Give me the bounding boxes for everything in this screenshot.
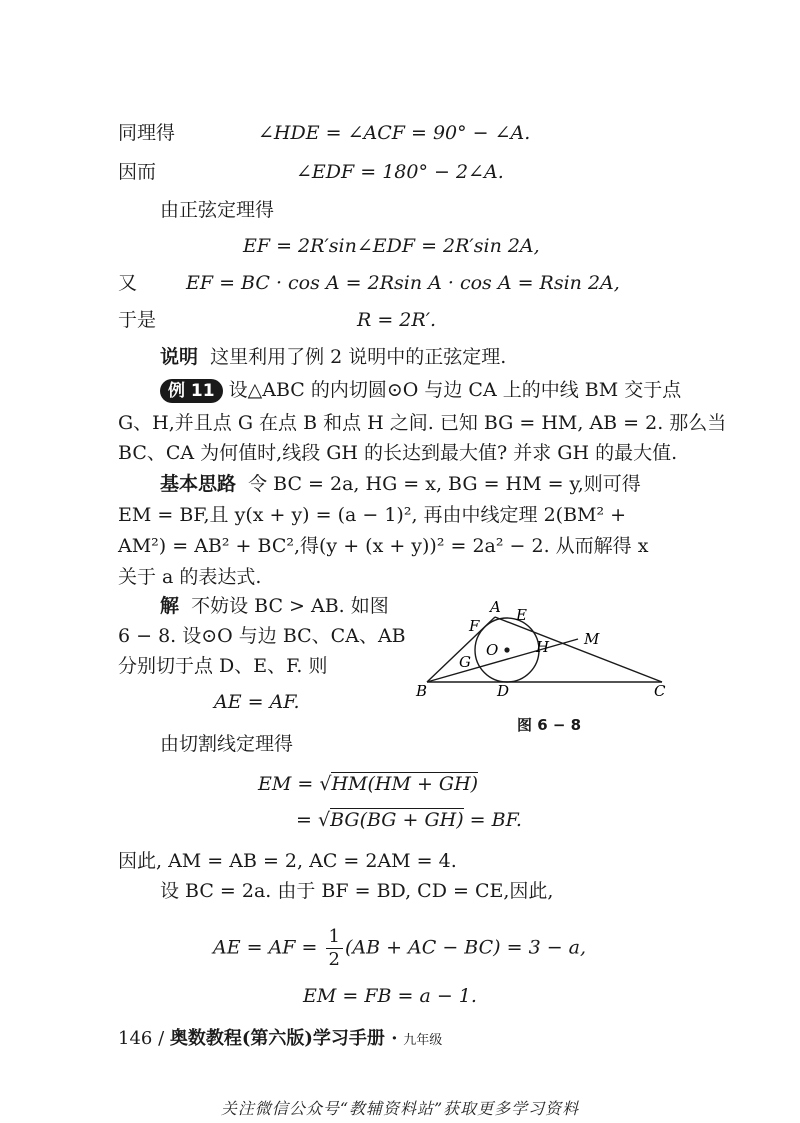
idea-line-4: 关于 a 的表达式. (118, 566, 262, 588)
hence-line: 因此, AM = AB = 2, AC = 2AM = 4. (118, 850, 457, 872)
line-thus: 因而 (118, 161, 157, 183)
eq-hde: ∠HDE = ∠ACF = 90° − ∠A. (258, 122, 531, 144)
example-badge: 例 11 (160, 379, 223, 403)
solution-label: 解 (160, 595, 180, 617)
remark-line (160, 345, 506, 369)
point-label-a: A (490, 598, 501, 616)
solution-text: 不妨设 BC > AB. 如图 (191, 595, 389, 617)
point-label-e: E (516, 606, 527, 624)
center-dot (504, 647, 509, 652)
example-text: 设△ABC 的内切圆⊙O 与边 CA 上的中线 BM 交于点 (228, 379, 682, 401)
eq-ae-left: AE = AF = (213, 936, 324, 959)
let-bc-line: 设 BC = 2a. 由于 BF = BD, CD = CE,因此, (160, 880, 554, 902)
line-label: 同理得 (118, 122, 176, 144)
idea-line (160, 472, 641, 496)
sqrt-radicand-1: HM(HM + GH) (331, 773, 479, 795)
eq-ae-right: (AB + AC − BC) = 3 − a, (344, 936, 587, 959)
idea-text: 令 BC = 2a, HG = x, BG = HM = y,则可得 (248, 473, 641, 495)
example-line-3: BC、CA 为何值时,线段 GH 的长达到最大值? 并求 GH 的最大值. (118, 442, 678, 464)
point-label-o: O (486, 641, 499, 659)
idea-line-2: EM = BF,且 y(x + y) = (a − 1)², 再由中线定理 2(BM² + (118, 504, 627, 526)
grade-label: 九年级 (403, 1033, 443, 1048)
eq-em-left: EM = (258, 773, 320, 795)
fraction-half (326, 926, 343, 971)
side-ac (495, 617, 662, 682)
line-sine-rule: 由正弦定理得 (160, 199, 275, 221)
eq-em-sqrt (258, 772, 478, 796)
line-same-reason (118, 121, 175, 145)
point-label-h: H (536, 638, 550, 656)
sqrt-sign-icon-2: √ (317, 809, 331, 831)
example-line-2: G、H,并且点 G 在点 B 和点 H 之间. 已知 BG = HM, AB = 2. 那么当 (118, 412, 727, 434)
point-label-b: B (416, 682, 428, 700)
page-number: 146 / (118, 1028, 165, 1049)
solution-line-2: 6 − 8. 设⊙O 与边 BC、CA、AB (118, 625, 406, 647)
page-footer (118, 1024, 442, 1050)
eq-edf: ∠EDF = 180° − 2∠A. (296, 161, 504, 183)
eq-bg-sqrt (296, 808, 522, 832)
line-also: 又 (118, 272, 138, 294)
solution-line-3: 分别切于点 D、E、F. 则 (118, 655, 328, 677)
figure-caption: 图 6 − 8 (517, 716, 582, 734)
book-title: 奥数教程(第六版)学习手册 · (169, 1028, 398, 1049)
eq-bf: = BF. (463, 809, 522, 831)
eq-ef-sine: EF = 2R′sin∠EDF = 2R′sin 2A, (243, 235, 540, 257)
remark-text: 这里利用了例 2 说明中的正弦定理. (210, 346, 507, 368)
point-label-g: G (459, 653, 471, 671)
secant-line: 由切割线定理得 (160, 733, 294, 755)
point-label-f: F (469, 617, 480, 635)
sqrt-sign-icon: √ (319, 773, 332, 795)
solution-line (160, 594, 389, 618)
fraction-denominator: 2 (328, 949, 340, 970)
line-therefore: 于是 (118, 309, 157, 331)
point-label-m: M (584, 630, 600, 648)
remark-label: 说明 (160, 346, 199, 368)
idea-line-3: AM²) = AB² + BC²,得(y + (x + y))² = 2a² − 2. 从而解得 x (118, 535, 649, 557)
point-label-d: D (497, 682, 510, 700)
watermark: 关注微信公众号“教辅资料站”获取更多学习资料 (220, 1099, 580, 1118)
eq-r: R = 2R′. (357, 309, 437, 331)
eq-ae-fraction (213, 926, 586, 971)
eq-ef-bc: EF = BC · cos A = 2Rsin A · cos A = Rsin 2A, (186, 272, 620, 294)
fraction-numerator: 1 (326, 926, 343, 949)
eq-eq-sign: = (296, 809, 318, 831)
triangle-figure (412, 596, 680, 704)
eq-ae-af: AE = AF. (214, 691, 300, 713)
example-line (160, 378, 681, 403)
idea-label: 基本思路 (160, 473, 237, 495)
eq-em-fb: EM = FB = a − 1. (303, 985, 477, 1007)
point-label-c: C (654, 682, 666, 700)
sqrt-radicand-2: BG(BG + GH) (330, 809, 464, 831)
